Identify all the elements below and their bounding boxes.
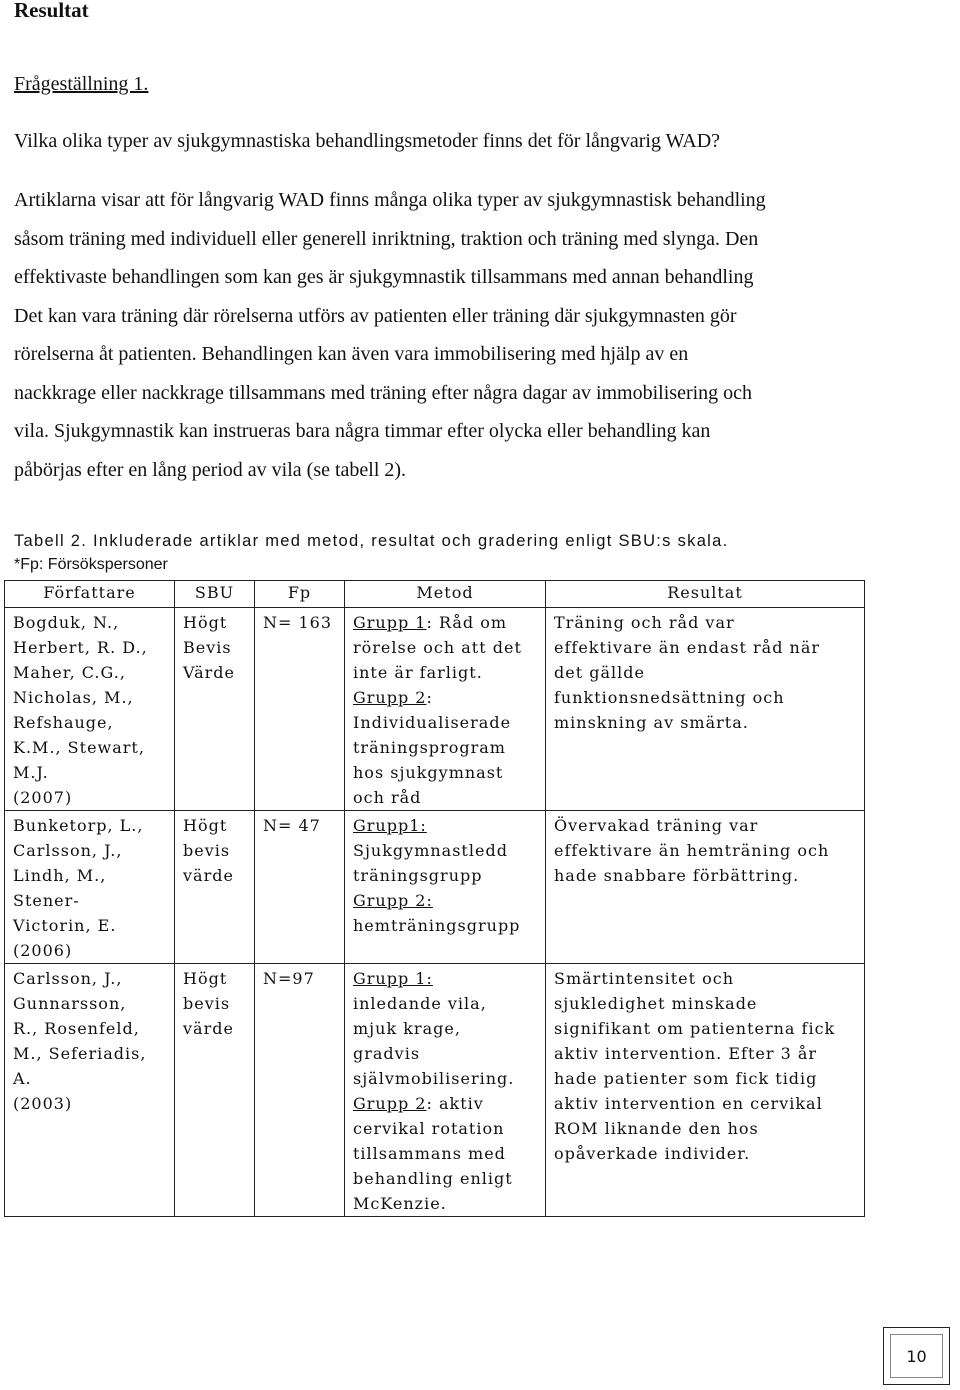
method-line xyxy=(353,863,545,888)
result-cell-line: ROM liknande den hos xyxy=(554,1119,759,1138)
author-cell-line: Carlsson, J., xyxy=(13,841,123,860)
method-line xyxy=(353,1191,545,1216)
header-sbu: SBU xyxy=(175,581,255,608)
author-cell-line: Bogduk, N., xyxy=(13,613,120,632)
header-result: Resultat xyxy=(546,581,865,608)
author-cell-line: Stener- xyxy=(13,891,80,910)
method-line xyxy=(353,685,545,710)
table-row xyxy=(5,811,865,964)
method-line xyxy=(353,760,545,785)
method-text: självmobilisering. xyxy=(353,1069,515,1088)
method-line xyxy=(353,1066,545,1091)
author-cell-line: Maher, C.G., xyxy=(13,663,126,682)
paragraph-line: nackkrage eller nackkrage tillsammans med träning efter några dagar av immobilisering och xyxy=(14,381,753,404)
result-cell-line: det gällde xyxy=(554,663,645,682)
group-label: Grupp 2 xyxy=(353,1094,427,1113)
method-text: hos sjukgymnast xyxy=(353,763,504,782)
sbu-cell-line: Högt xyxy=(183,613,228,632)
result-cell-line: aktiv intervention en cervikal xyxy=(554,1094,823,1113)
paragraph-line: såsom träning med individuell eller generell inriktning, traktion och träning med slynga. Den xyxy=(14,227,759,250)
table-footnote: *Fp: Försökspersoner xyxy=(14,556,168,573)
result-cell-line: Övervakad träning var xyxy=(554,816,759,835)
author-cell-line: K.M., Stewart, xyxy=(13,738,145,757)
question-label: Frågeställning 1. xyxy=(14,73,149,95)
method-line xyxy=(353,813,545,838)
method-line xyxy=(353,635,545,660)
group-label: Grupp 1 xyxy=(353,613,427,632)
result-cell-line: hade snabbare förbättring. xyxy=(554,866,800,885)
result-cell-line: opåverkade individer. xyxy=(554,1144,751,1163)
fp-value: N= 47 xyxy=(263,816,321,835)
group-label: Grupp 2 xyxy=(353,688,427,707)
method-text: och råd xyxy=(353,788,422,807)
result-cell-line: Träning och råd var xyxy=(554,613,735,632)
group-label: Grupp 2: xyxy=(353,891,433,910)
fp-cell xyxy=(255,964,345,1217)
method-text: mjuk krage, xyxy=(353,1019,461,1038)
method-line xyxy=(353,1116,545,1141)
paragraph-line: effektivaste behandlingen som kan ges är sjukgymnastik tillsammans med annan behandling xyxy=(14,266,754,288)
fp-cell xyxy=(255,811,345,964)
method-text: Individualiserade xyxy=(353,713,512,732)
method-text: träningsprogram xyxy=(353,738,506,757)
sbu-cell-line: Högt xyxy=(183,969,228,988)
method-text: gradvis xyxy=(353,1044,421,1063)
fp-value: N=97 xyxy=(263,969,315,988)
header-author: Författare xyxy=(5,581,175,608)
method-text: inledande vila, xyxy=(353,994,487,1013)
method-line xyxy=(353,888,545,913)
result-cell-line: Smärtintensitet och xyxy=(554,969,735,988)
result-cell xyxy=(546,811,865,964)
author-cell-line: Bunketorp, L., xyxy=(13,816,144,835)
table-row xyxy=(5,964,865,1217)
method-text: rörelse och att det xyxy=(353,638,522,657)
question-text: Vilka olika typer av sjukgymnastiska behandlingsmetoder finns det för långvarig WAD? xyxy=(14,130,721,152)
method-line xyxy=(353,660,545,685)
result-cell-line: funktionsnedsättning och xyxy=(554,688,785,707)
author-cell xyxy=(5,608,175,811)
method-line xyxy=(353,1141,545,1166)
result-cell-line: sjukledighet minskade xyxy=(554,994,758,1013)
sbu-cell-line: bevis xyxy=(183,841,231,860)
sbu-cell xyxy=(175,608,255,811)
method-line xyxy=(353,913,545,938)
method-text: : Råd om xyxy=(426,613,508,632)
author-cell xyxy=(5,811,175,964)
author-cell xyxy=(5,964,175,1217)
author-cell-line: A. xyxy=(13,1069,32,1088)
author-cell-line: Victorin, E. xyxy=(13,916,117,935)
method-line xyxy=(353,966,545,991)
author-cell-line: M.J. xyxy=(13,763,49,782)
method-text: : aktiv xyxy=(426,1094,484,1113)
sbu-cell-line: Bevis xyxy=(183,638,232,657)
page-number-box xyxy=(883,1327,950,1385)
paragraph-line: rörelserna åt patienten. Behandlingen kan även vara immobilisering med hjälp av en xyxy=(14,343,689,365)
paragraph-line: vila. Sjukgymnastik kan instrueras bara några timmar efter olycka eller behandling kan xyxy=(14,420,711,442)
method-cell xyxy=(345,964,546,1217)
result-cell-line: hade patienter som fick tidig xyxy=(554,1069,818,1088)
sbu-cell-line: värde xyxy=(183,1019,234,1038)
method-text: behandling enligt xyxy=(353,1169,513,1188)
sbu-cell-line: Värde xyxy=(183,663,235,682)
result-cell xyxy=(546,608,865,811)
method-text: McKenzie. xyxy=(353,1194,447,1213)
fp-value: N= 163 xyxy=(263,613,333,632)
method-text: tillsammans med xyxy=(353,1144,506,1163)
author-cell-line: Lindh, M., xyxy=(13,866,107,885)
method-line xyxy=(353,710,545,735)
sbu-cell xyxy=(175,964,255,1217)
method-text: träningsgrupp xyxy=(353,866,483,885)
method-text: Sjukgymnastledd xyxy=(353,841,508,860)
author-cell-line: Herbert, R. D., xyxy=(13,638,148,657)
author-cell-line: R., Rosenfeld, xyxy=(13,1019,140,1038)
author-cell-line: Gunnarsson, xyxy=(13,994,127,1013)
result-cell-line: aktiv intervention. Efter 3 år xyxy=(554,1044,818,1063)
method-line xyxy=(353,1091,545,1116)
header-fp: Fp xyxy=(255,581,345,608)
result-cell-line: effektivare än hemträning och xyxy=(554,841,830,860)
method-text: inte är farligt. xyxy=(353,663,483,682)
method-cell xyxy=(345,811,546,964)
method-text: cervikal rotation xyxy=(353,1119,505,1138)
method-text: : xyxy=(426,688,433,707)
paragraph-line: Artiklarna visar att för långvarig WAD finns många olika typer av sjukgymnastisk behandling xyxy=(14,189,766,211)
method-line xyxy=(353,1166,545,1191)
results-table xyxy=(4,580,865,1217)
method-line xyxy=(353,1016,545,1041)
author-cell-line: M., Seferiadis, xyxy=(13,1044,147,1063)
method-line xyxy=(353,1041,545,1066)
author-cell-line: (2006) xyxy=(13,941,73,960)
table-row xyxy=(5,608,865,811)
method-line xyxy=(353,838,545,863)
method-line xyxy=(353,991,545,1016)
method-text: hemträningsgrupp xyxy=(353,916,521,935)
sbu-cell-line: bevis xyxy=(183,994,231,1013)
author-cell-line: Refshauge, xyxy=(13,713,114,732)
group-label: Grupp1: xyxy=(353,816,427,835)
page-number: 10 xyxy=(890,1334,943,1378)
group-label: Grupp 1: xyxy=(353,969,433,988)
method-line xyxy=(353,785,545,810)
result-cell-line: effektivare än endast råd när xyxy=(554,638,821,657)
sbu-cell xyxy=(175,811,255,964)
method-cell xyxy=(345,608,546,811)
method-line xyxy=(353,735,545,760)
page-heading: Resultat xyxy=(14,0,89,22)
author-cell-line: Carlsson, J., xyxy=(13,969,123,988)
author-cell-line: (2007) xyxy=(13,788,73,807)
header-method: Metod xyxy=(345,581,546,608)
table-header-row xyxy=(5,581,865,608)
paragraph-line: Det kan vara träning där rörelserna utförs av patienten eller träning där sjukgymnasten gör xyxy=(14,304,737,327)
fp-cell xyxy=(255,608,345,811)
method-line xyxy=(353,610,545,635)
result-cell-line: minskning av smärta. xyxy=(554,713,749,732)
author-cell-line: Nicholas, M., xyxy=(13,688,134,707)
sbu-cell-line: värde xyxy=(183,866,234,885)
result-cell-line: signifikant om patienterna fick xyxy=(554,1019,836,1038)
author-cell-line: (2003) xyxy=(13,1094,73,1113)
body-paragraph xyxy=(14,184,924,492)
sbu-cell-line: Högt xyxy=(183,816,228,835)
table-caption: Tabell 2. Inkluderade artiklar med metod, resultat och gradering enligt SBU:s skala. xyxy=(14,532,729,550)
result-cell xyxy=(546,964,865,1217)
paragraph-line: påbörjas efter en lång period av vila (se tabell 2). xyxy=(14,458,407,481)
